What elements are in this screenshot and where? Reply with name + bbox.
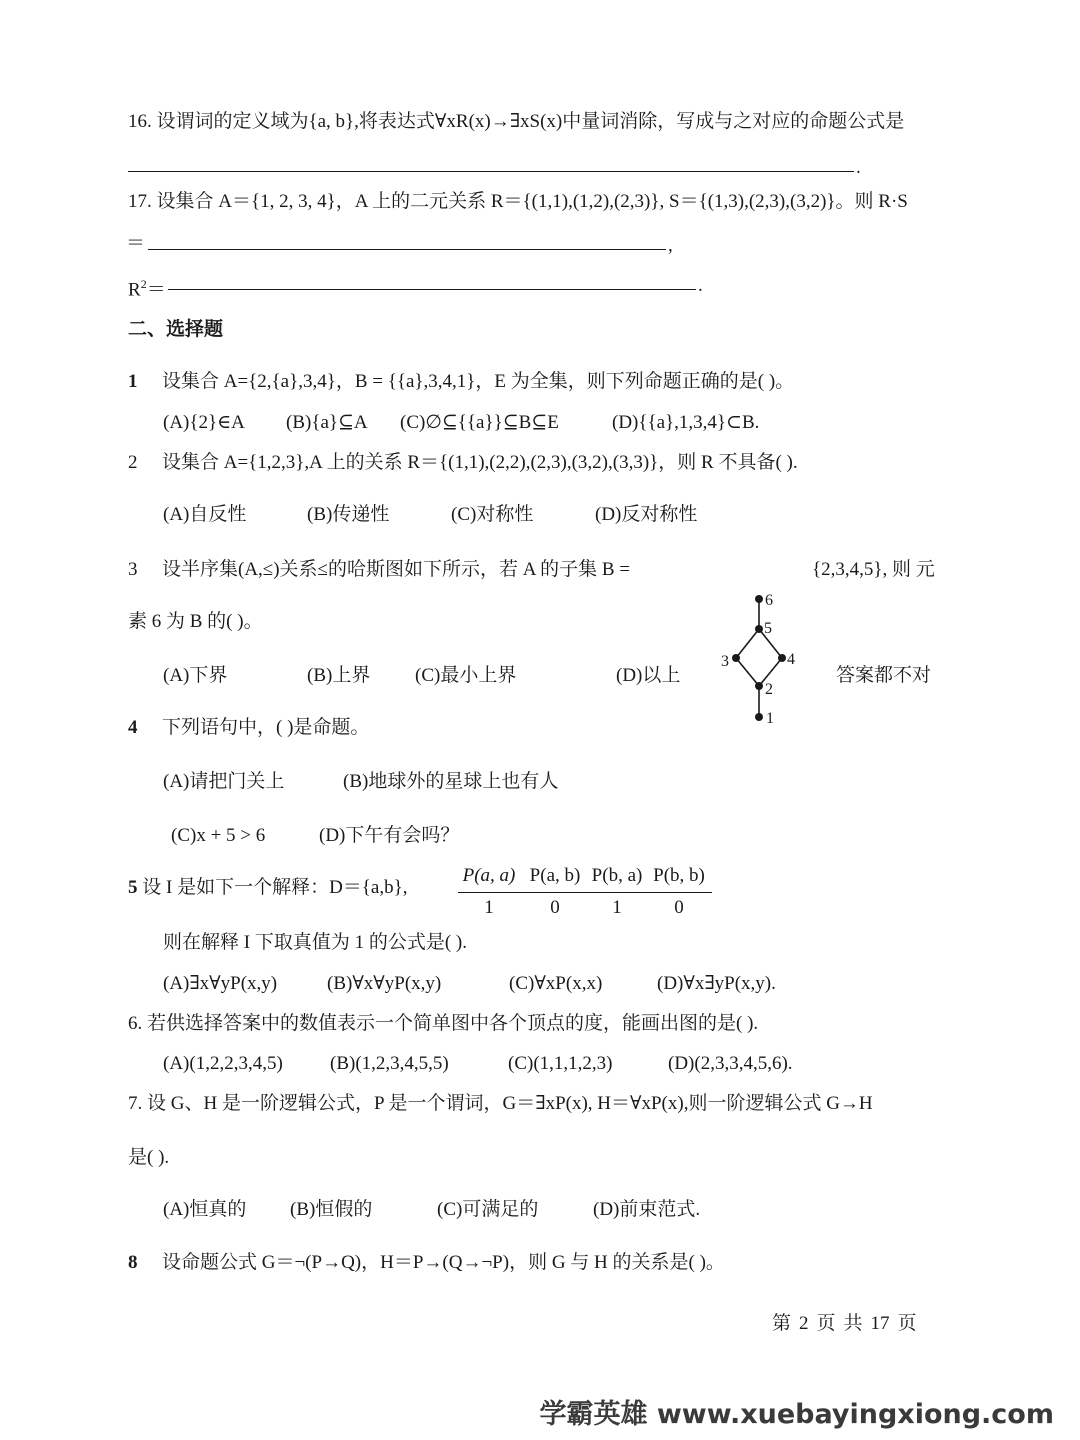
q5-option-c[interactable]: (C)∀xP(x,x) bbox=[509, 973, 603, 994]
q2-option-a[interactable]: (A)自反性 bbox=[163, 504, 247, 525]
interp-header-aa: P(a, a) bbox=[462, 865, 516, 886]
q4-option-a[interactable]: (A)请把门关上 bbox=[163, 771, 285, 792]
footer-p2: 页 bbox=[816, 1313, 836, 1334]
hasse-diagram bbox=[712, 588, 812, 728]
hasse-node-4 bbox=[778, 654, 786, 662]
interp-header-bb: P(b, b) bbox=[653, 865, 705, 886]
footer-p3: 共 bbox=[843, 1313, 863, 1334]
q2-option-d[interactable]: (D)反对称性 bbox=[595, 504, 698, 525]
q5-option-b[interactable]: (B)∀x∀yP(x,y) bbox=[327, 973, 442, 994]
q2-option-c[interactable]: (C)对称性 bbox=[451, 504, 534, 525]
q3-text-b: {2,3,4,5}, 则 元 bbox=[812, 559, 935, 580]
q4-option-d[interactable]: (D)下午有会吗？ bbox=[319, 825, 460, 846]
q17-r2-prefix bbox=[128, 272, 166, 302]
hasse-label-4: 4 bbox=[787, 651, 795, 668]
q6-stem bbox=[128, 1012, 758, 1036]
q5-stem-line2: 则在解释 I 下取真值为 1 的公式是( ). bbox=[163, 932, 467, 953]
interp-header-ba: P(b, a) bbox=[591, 865, 643, 886]
q17-rs-answer-blank[interactable] bbox=[148, 249, 666, 250]
q17-r2-tail: . bbox=[698, 275, 703, 296]
q5-text: 设 I 是如下一个解释：D＝{a,b}, bbox=[142, 877, 408, 898]
q17-rs-prefix: ＝ bbox=[126, 233, 146, 254]
q17-stem bbox=[128, 190, 908, 214]
q4-option-b[interactable]: (B)地球外的星球上也有人 bbox=[343, 771, 559, 792]
q6-number: 6. bbox=[128, 1013, 143, 1034]
hasse-label-5: 5 bbox=[764, 620, 772, 637]
interpretation-table bbox=[458, 864, 712, 920]
interp-divider bbox=[458, 892, 712, 893]
q6-option-a[interactable]: (A)(1,2,2,3,4,5) bbox=[163, 1053, 283, 1074]
q7-option-a[interactable]: (A)恒真的 bbox=[163, 1199, 247, 1220]
q17-r2-base: R bbox=[128, 279, 141, 301]
q6-text: 若供选择答案中的数值表示一个简单图中各个顶点的度，能画出图的是( ). bbox=[147, 1013, 759, 1034]
q8-number: 8 bbox=[128, 1252, 138, 1273]
q17-r2-eq: ＝ bbox=[146, 279, 166, 301]
q3-option-a[interactable]: (A)下界 bbox=[163, 665, 228, 686]
page-footer bbox=[772, 1308, 925, 1335]
q3-stem bbox=[128, 558, 630, 582]
q16-text: 设谓词的定义域为{a, b},将表达式∀xR(x)→∃xS(x)中量词消除，写成与之对应的命题公式是 bbox=[156, 111, 905, 132]
hasse-label-3: 3 bbox=[721, 653, 729, 670]
q6-option-b[interactable]: (B)(1,2,3,4,5,5) bbox=[330, 1053, 449, 1074]
q1-option-d[interactable]: (D){{a},1,3,4}⊂B. bbox=[612, 412, 760, 433]
q8-stem bbox=[128, 1251, 725, 1275]
q16-stem bbox=[128, 110, 904, 134]
q5-option-a[interactable]: (A)∃x∀yP(x,y) bbox=[163, 973, 278, 994]
footer-page-number: 2 bbox=[799, 1313, 809, 1334]
q7-text: 设 G、H 是一阶逻辑公式，P 是一个谓词，G＝∃xP(x), H＝∀xP(x),则一阶逻辑公式 G→H bbox=[147, 1093, 873, 1114]
q7-option-d[interactable]: (D)前束范式. bbox=[593, 1199, 701, 1220]
hasse-diagram-svg bbox=[712, 588, 812, 728]
q17-text: 设集合 A＝{1, 2, 3, 4}，A 上的二元关系 R＝{(1,1),(1,2),(2,3)}, S＝{(1,3),(2,3),(3,2)}。则 R·S bbox=[156, 191, 908, 212]
interp-value-ba: 1 bbox=[612, 897, 622, 918]
q3-stem-line2: 素 6 为 B 的( )。 bbox=[128, 611, 263, 632]
q5-option-d[interactable]: (D)∀x∃yP(x,y). bbox=[657, 973, 776, 994]
hasse-node-2 bbox=[755, 682, 763, 690]
q4-stem bbox=[128, 716, 369, 740]
q7-number: 7. bbox=[128, 1093, 143, 1114]
hasse-label-1: 1 bbox=[766, 710, 774, 727]
footer-p1: 第 bbox=[772, 1313, 792, 1334]
hasse-label-2: 2 bbox=[765, 681, 773, 698]
watermark-brand: 学霸英雄 www.xuebayingxiong.com bbox=[539, 1399, 1054, 1430]
q3-option-d-tail: 答案都不对 bbox=[836, 665, 932, 686]
q3-option-b[interactable]: (B)上界 bbox=[307, 665, 371, 686]
interp-header-ab: P(a, b) bbox=[529, 865, 581, 886]
interp-value-bb: 0 bbox=[674, 897, 684, 918]
interp-value-ab: 0 bbox=[550, 897, 560, 918]
q16-blank-tail: . bbox=[856, 157, 861, 178]
footer-p4: 页 bbox=[897, 1313, 917, 1334]
q8-text: 设命题公式 G＝¬(P→Q)，H＝P→(Q→¬P)，则 G 与 H 的关系是( )。 bbox=[162, 1252, 725, 1273]
q5-stem bbox=[128, 876, 407, 900]
q17-number: 17. bbox=[128, 191, 152, 212]
q17-r2-sup: 2 bbox=[140, 277, 147, 291]
q2-text: 设集合 A={1,2,3},A 上的关系 R＝{(1,1),(2,2),(2,3),(3,2),(3,3)}，则 R 不具备( ). bbox=[162, 452, 798, 473]
q1-number: 1 bbox=[128, 371, 138, 392]
q7-stem bbox=[128, 1092, 873, 1116]
q4-text: 下列语句中，( )是命题。 bbox=[162, 717, 370, 738]
interp-value-aa: 1 bbox=[484, 897, 494, 918]
q7-option-c[interactable]: (C)可满足的 bbox=[437, 1199, 539, 1220]
q1-stem bbox=[128, 370, 794, 394]
q7-option-b[interactable]: (B)恒假的 bbox=[290, 1199, 373, 1220]
q3-option-d[interactable]: (D)以上 bbox=[616, 665, 681, 686]
hasse-node-5 bbox=[755, 625, 763, 633]
q3-option-c[interactable]: (C)最小上界 bbox=[415, 665, 517, 686]
q1-option-c[interactable]: (C)∅⊆{{a}}⊆B⊆E bbox=[400, 412, 559, 433]
q6-option-d[interactable]: (D)(2,3,3,4,5,6). bbox=[668, 1053, 793, 1074]
q4-number: 4 bbox=[128, 717, 138, 738]
q17-rs-tail: , bbox=[668, 235, 673, 256]
q2-option-b[interactable]: (B)传递性 bbox=[307, 504, 390, 525]
q4-option-c[interactable]: (C)x + 5 > 6 bbox=[171, 825, 266, 846]
q1-text: 设集合 A={2,{a},3,4}，B = {{a},3,4,1}，E 为全集，则下列命题正确的是( )。 bbox=[162, 371, 795, 392]
q6-option-c[interactable]: (C)(1,1,1,2,3) bbox=[508, 1053, 613, 1074]
hasse-label-6: 6 bbox=[765, 592, 773, 609]
q1-option-a[interactable]: (A){2}∈A bbox=[163, 412, 245, 433]
q2-stem bbox=[128, 451, 798, 475]
q17-r2-answer-blank[interactable] bbox=[168, 289, 696, 290]
q3-text-a: 设半序集(A,≤)关系≤的哈斯图如下所示，若 A 的子集 B = bbox=[162, 559, 631, 580]
q2-number: 2 bbox=[128, 452, 138, 473]
q5-number: 5 bbox=[128, 877, 138, 898]
hasse-node-6 bbox=[755, 595, 763, 603]
hasse-node-3 bbox=[732, 654, 740, 662]
section-title: 二、选择题 bbox=[128, 319, 224, 340]
q1-option-b[interactable]: (B){a}⊆A bbox=[286, 412, 368, 433]
q7-stem-line2: 是( ). bbox=[128, 1147, 170, 1168]
footer-total-pages: 17 bbox=[870, 1313, 890, 1334]
hasse-node-1 bbox=[755, 713, 763, 721]
q3-number: 3 bbox=[128, 559, 138, 580]
q16-number: 16. bbox=[128, 111, 152, 132]
q16-answer-blank[interactable] bbox=[128, 171, 854, 172]
